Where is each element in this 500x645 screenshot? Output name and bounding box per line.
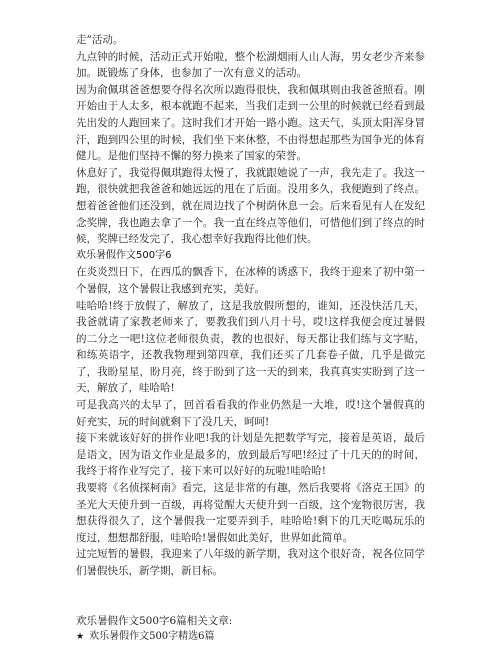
paragraph: 过完短暂的暑假，我迎来了八年级的新学期，我对这个很好奇，祝各位同学们暑假快乐，新学期，新目标。 [76, 548, 425, 577]
paragraph: 在炎炎烈日下，在西瓜的飘香下，在冰棒的诱惑下，我终于迎来了初中第一个暑假，这个暑假让我感到充实，美好。 [76, 266, 425, 295]
paragraph: 可是我高兴的太早了，回首看看我的作业仍然是一大堆，哎!这个暑假真的好充实，玩的时间就剩下了没几天，呵呵! [76, 399, 425, 428]
paragraph: 我要将《名侦探柯南》看完，这是非常的有趣，然后我要将《洛克王国》的圣光大天使升到一百级，再将觉醒大天使升到一百级，这个宠物很厉害，我想获得很久了，这个暑假我一定要弄到手，哇哈哈!剩下的几天吃喝玩乐的度过，想想都舒服，哇哈哈!暑假如此美好，世界如此简单。 [76, 482, 425, 544]
document-body [76, 32, 425, 645]
related-article-link[interactable] [76, 629, 425, 645]
related-article-label[interactable]: 欢乐暑假作文500字精选6篇 [89, 630, 215, 642]
paragraph: 因为俞佩琪爸爸想要夺得名次所以跑得很快，我和佩琪则由我爸爸照看。刚开始由于人太多，根本就跑不起来，当我们走到一公里的时候就已经看到最先出发的人跑回来了。这时我们才开始一路小跑。这天气，头顶太阳浑身冒汗，跑到四公里的时候，我们坐下来休整，不由得想起那些为国争光的体育健儿。是他们坚持不懈的努力换来了国家的荣誉。 [76, 83, 425, 163]
related-articles-title: 欢乐暑假作文500字6篇相关文章: [76, 614, 233, 627]
paragraph: 九点钟的时候，活动正式开始啦，整个松湖烟雨人山人海，男女老少齐来参加。既锻炼了身体，也参加了一次有意义的活动。 [76, 50, 425, 80]
paragraph: 走”活动。 [76, 34, 124, 46]
paragraph: 休息好了，我觉得佩琪跑得太慢了，我就跟她说了一声，我先走了。我这一跑，很快就把我爸爸和她远远的甩在了后面。没用多久，我便跑到了终点。想着爸爸他们还没到，就在周边找了个树荫休息一会。后来看见有人在发纪念奖牌，我也跑去拿了一个。我一直在终点等他们，可惜他们到了终点的时候，奖牌已经发完了，我心想幸好我跑得比他们快。 [76, 166, 425, 246]
section-heading: 欢乐暑假作文500字6 [76, 249, 172, 261]
star-bullet-icon: ★ [76, 631, 85, 642]
paragraph: 哇哈哈!终于放假了，解放了，这是我放假所想的，谁知，还没快活几天，我爸就请了家教老师来了，要教我们到八月十号，哎!这样我便会度过暑假的二分之一吧!这位老师很负责，教的也很好，每天都让我们练与文字贴，和练英语字，还教我物理到第四章，我们还买了几套卷子做，几乎是做完了，我盼星星，盼月亮，终于盼到了这一天的到来，我真真实实盼到了这一天，解放了，哇哈哈! [76, 299, 425, 395]
paragraph: 接下来就该好好的拼作业吧!我的计划是先把数学写完，接着是英语，最后是语文，因为语文作业是最多的，放到最后写吧!经过了十几天的的时间，我终于将作业写完了，接下来可以好好的玩啦!哇哈哈! [76, 432, 425, 478]
spacer [76, 580, 425, 613]
